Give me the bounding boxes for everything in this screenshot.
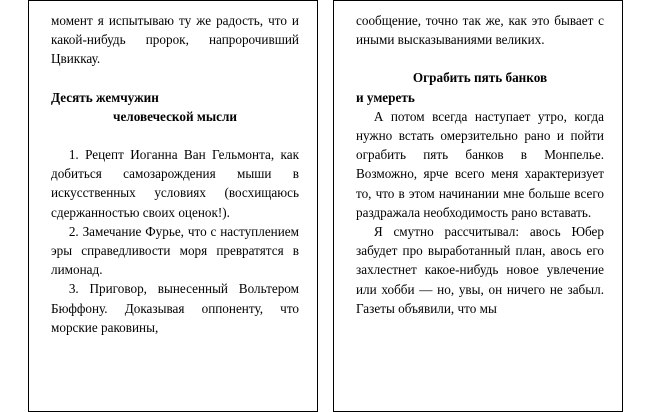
page-left-textblock [51, 11, 299, 337]
heading-line-1: Ограбить пять банков [412, 70, 548, 86]
paragraph: Я смутно рассчитывал: авось Юбер забудет про выработанный план, авось его захлестнет какое-нибудь новое увлечение или хобби — но, увы, он ничего не забыл. Газеты объявили, что мы [356, 224, 604, 316]
paragraph: момент я испытываю ту же радость, что и какой-нибудь пророк, напророчивший Цвиккау. [51, 13, 299, 67]
paragraph: 1. Рецепт Иоганна Ван Гельмонта, как добиться самозарождения мыши в искусственных условиях (восхищаюсь сдержанностью своих оценок!). [51, 147, 299, 220]
page-right-textblock [356, 11, 604, 318]
paragraph: сообщение, точно так же, как это бывает с иными высказываниями великих. [356, 13, 604, 48]
section-heading-right [356, 68, 604, 106]
section-heading-left [51, 88, 299, 126]
paragraph: А потом всегда наступает утро, когда нужно встать омерзительно рано и пойти ограбить пять банков в Монпелье. Возможно, ярче всего меня характеризует то, что в этом начинании мне больше всего раздражала необходимость рано вставать. [356, 108, 604, 220]
heading-line-2: человеческой мысли [113, 108, 237, 124]
heading-line-1: Десять жемчужин [51, 89, 159, 105]
page-left [28, 0, 318, 412]
page-right [333, 0, 623, 412]
spacer [51, 69, 299, 88]
paragraph: 3. Приговор, вынесенный Вольтером Бюффону. Доказывая оппоненту, что морские раковины, [51, 281, 299, 335]
heading-line-2: и умереть [356, 89, 415, 105]
spacer [51, 126, 299, 145]
paragraph: 2. Замечание Фурье, что с наступлением эры справедливости моря превратятся в лимонад. [51, 223, 299, 278]
spacer [356, 49, 604, 68]
